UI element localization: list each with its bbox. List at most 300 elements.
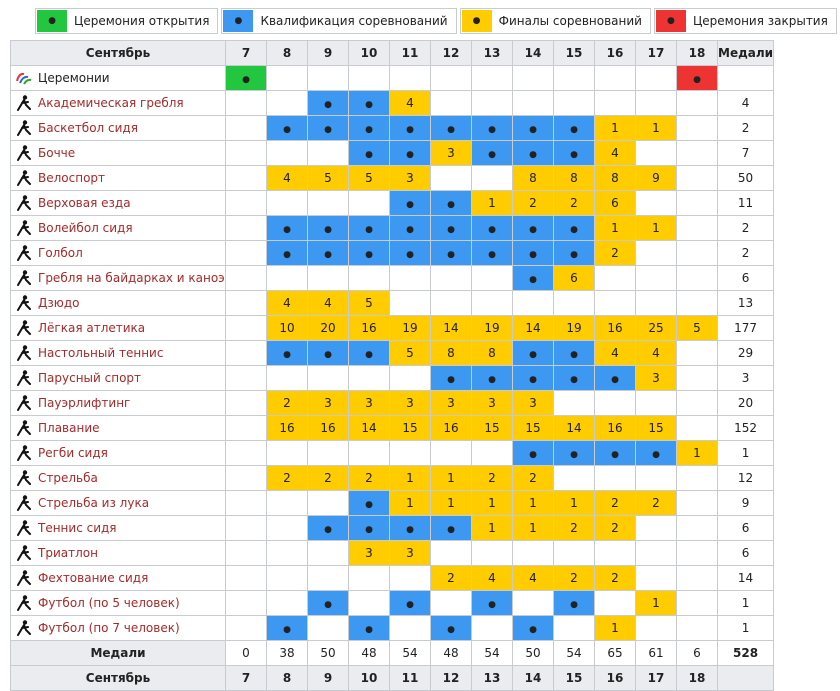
- empty-cell: [677, 266, 718, 291]
- empty-cell: [636, 191, 677, 216]
- empty-cell: [595, 91, 636, 116]
- day-total: 48: [431, 641, 472, 666]
- event-dot-cell: [513, 116, 554, 141]
- event-dot: ●: [570, 250, 578, 260]
- event-dot: ●: [447, 375, 455, 385]
- empty-cell: [431, 541, 472, 566]
- event-dot: ●: [324, 525, 332, 535]
- empty-cell: [308, 366, 349, 391]
- event-dot-cell: [472, 591, 513, 616]
- sport-name-cell: [11, 191, 226, 216]
- sport-name-cell: [11, 541, 226, 566]
- sport-link[interactable]: Фехтование сидя: [38, 571, 149, 585]
- event-dot-cell: [513, 216, 554, 241]
- final-count-cell: 4: [390, 91, 431, 116]
- sport-row: [11, 416, 774, 441]
- final-count-cell: 3: [390, 391, 431, 416]
- empty-cell: [390, 66, 431, 91]
- event-dot: ●: [529, 625, 537, 635]
- empty-cell: [472, 441, 513, 466]
- empty-cell: [513, 291, 554, 316]
- empty-cell: [226, 516, 267, 541]
- final-count-cell: 15: [390, 416, 431, 441]
- empty-cell: [349, 366, 390, 391]
- event-dot: ●: [570, 375, 578, 385]
- day-total: 38: [267, 641, 308, 666]
- football-7-icon: [14, 618, 34, 638]
- final-count-cell: 3: [636, 366, 677, 391]
- event-dot: ●: [529, 150, 537, 160]
- empty-cell: [308, 491, 349, 516]
- event-dot-cell: [308, 116, 349, 141]
- legend-item: [35, 8, 218, 34]
- sport-name-cell: [11, 616, 226, 641]
- empty-cell: [431, 66, 472, 91]
- sport-link[interactable]: Академическая гребля: [38, 96, 184, 110]
- sport-row: [11, 91, 774, 116]
- day-footer: 15: [554, 666, 595, 691]
- final-count-cell: 5: [349, 166, 390, 191]
- final-count-cell: 5: [677, 316, 718, 341]
- empty-cell: [636, 516, 677, 541]
- final-count-cell: 16: [431, 416, 472, 441]
- sport-link[interactable]: Голбол: [38, 246, 83, 260]
- event-dot: ●: [570, 350, 578, 360]
- event-dot-cell: [349, 141, 390, 166]
- final-count-cell: 14: [554, 416, 595, 441]
- sport-name-cell: [11, 116, 226, 141]
- final-count-cell: 8: [431, 341, 472, 366]
- event-dot: ●: [406, 150, 414, 160]
- event-dot: ●: [283, 225, 291, 235]
- sport-row: [11, 466, 774, 491]
- final-count-cell: 1: [431, 491, 472, 516]
- sailing-icon: [14, 368, 34, 388]
- event-dot-cell: [513, 266, 554, 291]
- sport-row: [11, 341, 774, 366]
- event-dot: ●: [365, 150, 373, 160]
- sport-link[interactable]: Бочче: [38, 146, 76, 160]
- empty-cell: [472, 616, 513, 641]
- event-dot-cell: [349, 216, 390, 241]
- goalball-icon: [14, 243, 34, 263]
- empty-cell: [390, 366, 431, 391]
- empty-cell: [431, 591, 472, 616]
- event-dot-cell: [431, 116, 472, 141]
- sport-row: [11, 366, 774, 391]
- sport-row: [11, 616, 774, 641]
- empty-cell: [349, 191, 390, 216]
- final-count-cell: 8: [554, 166, 595, 191]
- swimming-icon: [14, 418, 34, 438]
- empty-cell: [554, 91, 595, 116]
- empty-cell: [677, 216, 718, 241]
- empty-cell: [677, 116, 718, 141]
- empty-cell: [267, 516, 308, 541]
- event-dot: ●: [570, 125, 578, 135]
- empty-cell: [554, 66, 595, 91]
- empty-cell: [226, 116, 267, 141]
- day-footer: 12: [431, 666, 472, 691]
- empty-cell: [513, 591, 554, 616]
- empty-cell: [308, 141, 349, 166]
- shooting-icon: [14, 468, 34, 488]
- sport-link[interactable]: Баскетбол сидя: [38, 121, 138, 135]
- event-dot-cell: [472, 241, 513, 266]
- final-count-cell: 14: [513, 316, 554, 341]
- final-count-cell: 1: [431, 466, 472, 491]
- sport-row: [11, 116, 774, 141]
- empty-cell: [226, 391, 267, 416]
- event-dot: ●: [406, 225, 414, 235]
- sport-row: [11, 216, 774, 241]
- sport-row: [11, 191, 774, 216]
- event-dot: ●: [529, 250, 537, 260]
- empty-cell: [226, 141, 267, 166]
- empty-cell: [595, 591, 636, 616]
- event-dot-cell: [308, 516, 349, 541]
- event-dot: ●: [447, 625, 455, 635]
- sport-row: [11, 266, 774, 291]
- legend: [35, 8, 840, 34]
- event-dot: ●: [529, 450, 537, 460]
- empty-cell: [677, 241, 718, 266]
- event-dot: ●: [570, 600, 578, 610]
- event-dot-cell: [349, 341, 390, 366]
- event-dot-cell: [513, 366, 554, 391]
- event-dot: ●: [365, 225, 373, 235]
- final-count-cell: 14: [349, 416, 390, 441]
- sport-name-cell: [11, 366, 226, 391]
- sport-name-cell: [11, 516, 226, 541]
- event-dot-cell: [349, 491, 390, 516]
- legend-swatch: ●: [462, 10, 492, 32]
- event-dot-cell: [349, 91, 390, 116]
- sport-link[interactable]: Верховая езда: [38, 196, 131, 210]
- event-dot: ●: [324, 100, 332, 110]
- final-count-cell: 1: [513, 516, 554, 541]
- legend-item: [460, 8, 651, 34]
- final-count-cell: 2: [513, 191, 554, 216]
- sport-row: [11, 166, 774, 191]
- day-footer: 17: [636, 666, 677, 691]
- empty-cell: [472, 291, 513, 316]
- empty-cell: [677, 616, 718, 641]
- empty-cell: [595, 291, 636, 316]
- sport-medal-count: 6: [718, 541, 774, 566]
- empty-cell: [226, 341, 267, 366]
- month-header: Сентябрь: [11, 41, 226, 66]
- sport-link[interactable]: Парусный спорт: [38, 371, 142, 385]
- sport-row: [11, 516, 774, 541]
- empty-cell: [226, 616, 267, 641]
- final-count-cell: 3: [513, 391, 554, 416]
- empty-cell: [431, 291, 472, 316]
- empty-cell: [677, 541, 718, 566]
- sport-medal-count: 12: [718, 466, 774, 491]
- event-dot: ●: [406, 125, 414, 135]
- empty-cell: [308, 566, 349, 591]
- empty-cell: [226, 291, 267, 316]
- empty-cell: [677, 566, 718, 591]
- event-dot: ●: [488, 150, 496, 160]
- event-dot-cell: [349, 116, 390, 141]
- event-dot: ●: [570, 450, 578, 460]
- day-header: 13: [472, 41, 513, 66]
- sport-link[interactable]: Футбол (по 7 человек): [38, 621, 180, 635]
- final-count-cell: 10: [267, 316, 308, 341]
- empty-cell: [554, 466, 595, 491]
- event-dot: ●: [324, 350, 332, 360]
- final-count-cell: 2: [595, 566, 636, 591]
- final-count-cell: 2: [595, 491, 636, 516]
- event-dot: ●: [406, 250, 414, 260]
- grand-total: 528: [718, 641, 774, 666]
- event-dot-cell: [554, 116, 595, 141]
- final-count-cell: 3: [472, 391, 513, 416]
- final-count-cell: 5: [349, 291, 390, 316]
- sport-row: [11, 541, 774, 566]
- sport-row: [11, 241, 774, 266]
- final-count-cell: 4: [595, 141, 636, 166]
- empty-cell: [226, 316, 267, 341]
- sport-medal-count: [718, 66, 774, 91]
- sport-name-cell: [11, 466, 226, 491]
- empty-cell: [226, 191, 267, 216]
- final-count-cell: 2: [472, 466, 513, 491]
- sport-name-cell: [11, 316, 226, 341]
- empty-cell: [267, 91, 308, 116]
- sport-row: [11, 291, 774, 316]
- day-footer: 10: [349, 666, 390, 691]
- final-count-cell: 4: [308, 291, 349, 316]
- boccia-icon: [14, 143, 34, 163]
- event-dot: ●: [365, 500, 373, 510]
- empty-cell: [267, 66, 308, 91]
- final-count-cell: 3: [349, 541, 390, 566]
- empty-cell: [308, 266, 349, 291]
- empty-cell: [677, 466, 718, 491]
- event-dot-cell: [554, 216, 595, 241]
- final-count-cell: 19: [390, 316, 431, 341]
- event-dot-cell: [308, 216, 349, 241]
- medal-totals-row: [11, 641, 774, 666]
- final-count-cell: 1: [595, 616, 636, 641]
- event-dot: ●: [365, 250, 373, 260]
- empty-cell: [267, 541, 308, 566]
- cycling-icon: [14, 168, 34, 188]
- sport-name-cell: [11, 216, 226, 241]
- empty-cell: [472, 66, 513, 91]
- empty-cell: [595, 541, 636, 566]
- sport-medal-count: 1: [718, 441, 774, 466]
- legend-swatch: ●: [223, 10, 253, 32]
- empty-cell: [513, 66, 554, 91]
- wheelchair-fencing-icon: [14, 568, 34, 588]
- sport-name-cell: [11, 591, 226, 616]
- event-dot-cell: [554, 241, 595, 266]
- empty-cell: [677, 516, 718, 541]
- empty-cell: [677, 391, 718, 416]
- sport-link[interactable]: Лёгкая атлетика: [38, 321, 146, 335]
- empty-cell: [390, 616, 431, 641]
- event-dot: ●: [324, 225, 332, 235]
- sport-medal-count: 2: [718, 116, 774, 141]
- event-dot: ●: [611, 375, 619, 385]
- sport-row: [11, 66, 774, 91]
- final-count-cell: 15: [513, 416, 554, 441]
- sport-link[interactable]: Стрельба: [38, 471, 98, 485]
- empty-cell: [226, 366, 267, 391]
- event-dot-cell: [513, 241, 554, 266]
- event-dot: ●: [365, 350, 373, 360]
- sport-medal-count: 29: [718, 341, 774, 366]
- sport-link[interactable]: Триатлон: [38, 546, 98, 560]
- event-dot-cell: [390, 241, 431, 266]
- event-dot: ●: [652, 450, 660, 460]
- empty-cell: [390, 566, 431, 591]
- final-count-cell: 2: [595, 241, 636, 266]
- sport-medal-count: 6: [718, 266, 774, 291]
- event-dot: ●: [283, 350, 291, 360]
- sport-link[interactable]: Пауэрлифтинг: [38, 396, 131, 410]
- wheelchair-rugby-icon: [14, 443, 34, 463]
- empty-cell: [636, 541, 677, 566]
- sport-name-cell: [11, 491, 226, 516]
- empty-cell: [308, 191, 349, 216]
- day-total: 54: [554, 641, 595, 666]
- empty-cell: [636, 616, 677, 641]
- event-dot-cell: [390, 191, 431, 216]
- final-count-cell: 25: [636, 316, 677, 341]
- final-count-cell: 1: [513, 491, 554, 516]
- empty-cell: [267, 191, 308, 216]
- sport-medal-count: 13: [718, 291, 774, 316]
- empty-cell: [431, 91, 472, 116]
- day-header: 18: [677, 41, 718, 66]
- sport-name-cell: [11, 291, 226, 316]
- day-header: 17: [636, 41, 677, 66]
- final-count-cell: 3: [390, 166, 431, 191]
- legend-item: [654, 8, 837, 34]
- event-dot-cell: [554, 341, 595, 366]
- canoe-icon: [14, 268, 34, 288]
- final-count-cell: 4: [472, 566, 513, 591]
- day-footer: 18: [677, 666, 718, 691]
- athletics-icon: [14, 318, 34, 338]
- event-dot-cell: [431, 191, 472, 216]
- event-dot-cell: [431, 241, 472, 266]
- sport-medal-count: 50: [718, 166, 774, 191]
- sport-link[interactable]: Регби сидя: [38, 446, 108, 460]
- final-count-cell: 8: [513, 166, 554, 191]
- legend-item: [221, 8, 456, 34]
- sport-row: [11, 491, 774, 516]
- empty-cell: [226, 91, 267, 116]
- archery-icon: [14, 493, 34, 513]
- final-count-cell: 2: [554, 566, 595, 591]
- empty-cell: [554, 541, 595, 566]
- event-dot: ●: [406, 200, 414, 210]
- event-dot: ●: [447, 125, 455, 135]
- sport-link[interactable]: Велоспорт: [38, 171, 106, 185]
- event-dot-cell: [513, 141, 554, 166]
- empty-cell: [677, 491, 718, 516]
- sport-link[interactable]: Церемонии: [38, 71, 110, 85]
- day-header: 10: [349, 41, 390, 66]
- event-dot: ●: [488, 250, 496, 260]
- sport-name-cell: [11, 166, 226, 191]
- empty-cell: [636, 141, 677, 166]
- final-count-cell: 16: [595, 416, 636, 441]
- sport-link[interactable]: Футбол (по 5 человек): [38, 596, 180, 610]
- sport-link[interactable]: Настольный теннис: [38, 346, 164, 360]
- event-dot-cell: [472, 216, 513, 241]
- event-dot-cell: [308, 591, 349, 616]
- sport-link[interactable]: Теннис сидя: [38, 521, 117, 535]
- day-header: 12: [431, 41, 472, 66]
- day-header: 15: [554, 41, 595, 66]
- final-count-cell: 2: [349, 466, 390, 491]
- sport-link[interactable]: Гребля на байдарках и каноэ: [38, 271, 225, 285]
- event-dot: ●: [447, 225, 455, 235]
- powerlifting-icon: [14, 393, 34, 413]
- sport-medal-count: 1: [718, 591, 774, 616]
- event-dot-cell: [349, 241, 390, 266]
- final-count-cell: 16: [349, 316, 390, 341]
- sport-row: [11, 391, 774, 416]
- final-count-cell: 6: [595, 191, 636, 216]
- event-dot: ●: [283, 625, 291, 635]
- sport-link[interactable]: Плавание: [38, 421, 100, 435]
- sport-link[interactable]: Волейбол сидя: [38, 221, 133, 235]
- final-count-cell: 20: [308, 316, 349, 341]
- empty-cell: [226, 591, 267, 616]
- event-dot: ●: [365, 625, 373, 635]
- empty-cell: [472, 166, 513, 191]
- day-total: 65: [595, 641, 636, 666]
- sport-link[interactable]: Стрельба из лука: [38, 496, 150, 510]
- final-count-cell: 2: [636, 491, 677, 516]
- sport-name-cell: [11, 416, 226, 441]
- empty-cell: [677, 341, 718, 366]
- day-header: 11: [390, 41, 431, 66]
- day-footer: 16: [595, 666, 636, 691]
- schedule-table: [10, 40, 774, 691]
- sitting-volleyball-icon: [14, 218, 34, 238]
- day-header: 16: [595, 41, 636, 66]
- sport-name-cell: [11, 91, 226, 116]
- empty-cell: [595, 266, 636, 291]
- empty-cell: [226, 441, 267, 466]
- event-dot-cell: [431, 366, 472, 391]
- empty-cell: [267, 591, 308, 616]
- sport-medal-count: 3: [718, 366, 774, 391]
- empty-cell: [267, 566, 308, 591]
- empty-cell: [677, 91, 718, 116]
- event-dot-cell: [595, 441, 636, 466]
- day-header: 9: [308, 41, 349, 66]
- empty-cell: [595, 66, 636, 91]
- sport-name-cell: [11, 391, 226, 416]
- sport-link[interactable]: Дзюдо: [38, 296, 80, 310]
- event-dot: ●: [242, 75, 250, 85]
- empty-cell: [636, 91, 677, 116]
- day-total: 0: [226, 641, 267, 666]
- final-count-cell: 9: [636, 166, 677, 191]
- sport-medal-count: 2: [718, 241, 774, 266]
- final-count-cell: 2: [554, 191, 595, 216]
